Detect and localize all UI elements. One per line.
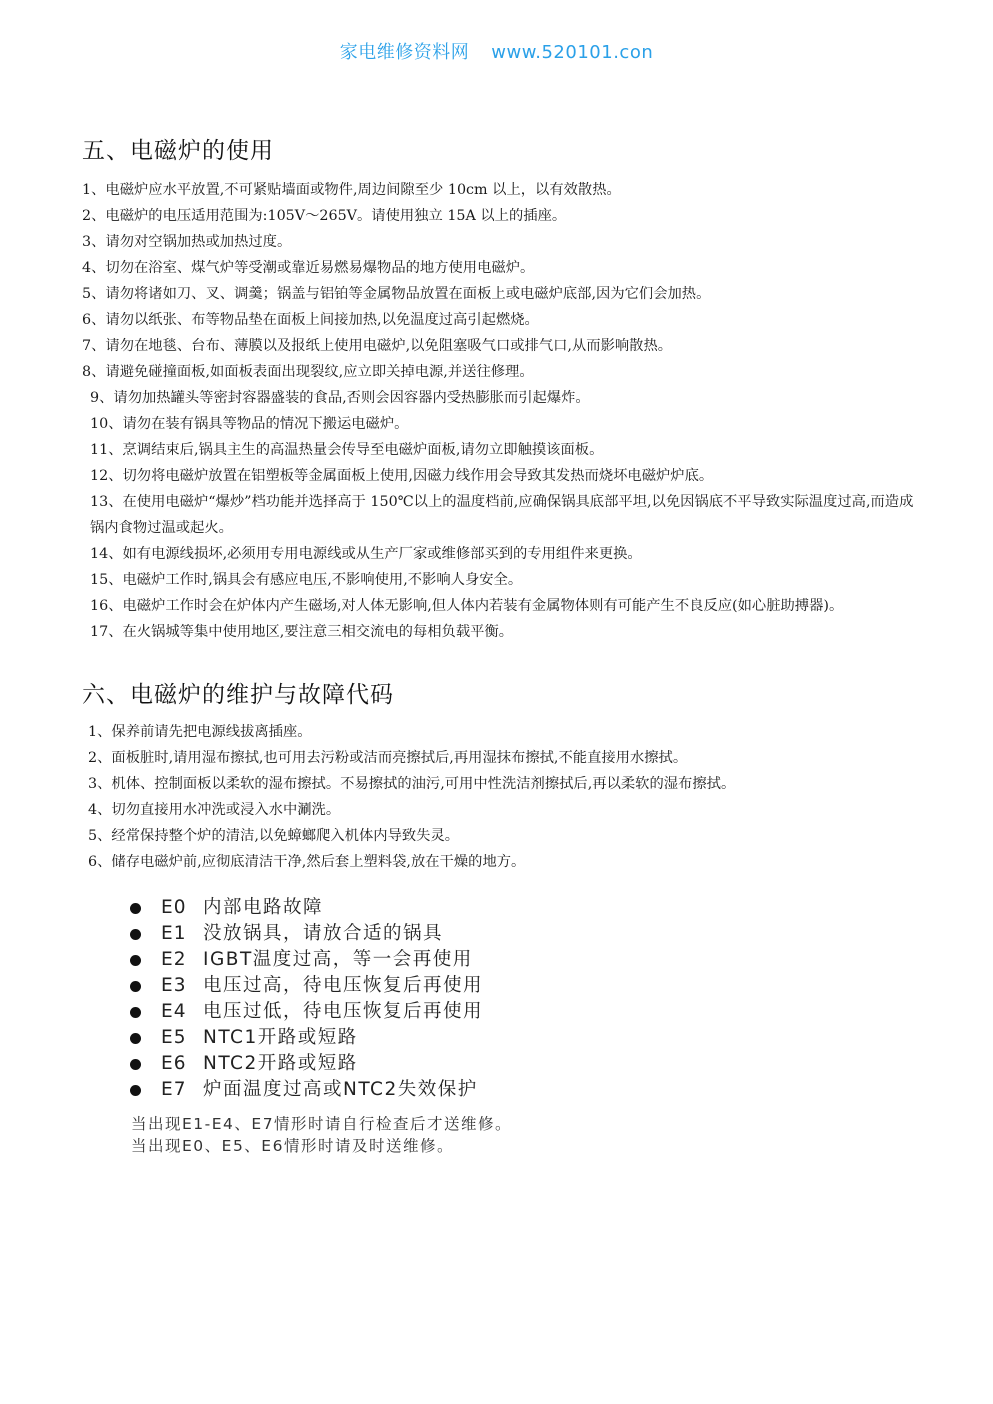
list-item: 2、面板脏时,请用湿布擦拭,也可用去污粉或洁而亮擦拭后,再用湿抹布擦拭,不能直接用水擦拭。 — [88, 750, 688, 766]
note-line: 当出现E0、E5、E6情形时请及时送维修。 — [131, 1137, 454, 1155]
list-item: 6、储存电磁炉前,应彻底清洁干净,然后套上塑料袋,放在干燥的地方。 — [88, 854, 526, 870]
error-desc: NTC2开路或短路 — [203, 1053, 358, 1074]
error-code: E5 — [161, 1027, 187, 1048]
error-code: E2 — [161, 949, 187, 970]
section-maintenance — [82, 676, 924, 875]
error-code-list — [128, 895, 483, 1103]
error-code-item — [128, 921, 483, 947]
section-maintenance-title: 六、电磁炉的维护与故障代码 — [82, 682, 394, 708]
error-desc: 没放锅具，请放合适的锅具 — [203, 923, 444, 944]
list-item: 4、切勿直接用水冲洗或浸入水中涮洗。 — [88, 802, 341, 818]
error-code: E3 — [161, 975, 187, 996]
list-item: 13、在使用电磁炉“爆炒”档功能并选择高于 150℃以上的温度档前,应确保锅具底部平坦,以免因锅底不平导致实际温度过高,而造成锅内食物过温或起火。 — [90, 494, 914, 536]
bullet-icon — [130, 981, 141, 992]
error-code: E0 — [161, 897, 187, 918]
error-code-item — [128, 1051, 483, 1077]
section-usage-title: 五、电磁炉的使用 — [82, 138, 274, 164]
list-item: 9、请勿加热罐头等密封容器盛装的食品,否则会因容器内受热膨胀而引起爆炸。 — [90, 390, 590, 406]
error-code: E6 — [161, 1053, 187, 1074]
bullet-icon — [130, 1059, 141, 1070]
list-item: 14、如有电源线损坏,必须用专用电源线或从生产厂家或维修部买到的专用组件来更换。 — [90, 546, 642, 562]
note-line: 当出现E1-E4、E7情形时请自行检查后才送维修。 — [131, 1115, 513, 1133]
error-desc: 电压过高，待电压恢复后再使用 — [203, 975, 484, 996]
list-item: 3、请勿对空锅加热或加热过度。 — [82, 234, 292, 250]
list-item: 16、电磁炉工作时会在炉体内产生磁场,对人体无影响,但人体内若装有金属物体则有可能产生不良反应(如心脏助搏器)。 — [90, 598, 844, 614]
error-desc: NTC1开路或短路 — [203, 1027, 358, 1048]
list-item: 10、请勿在装有锅具等物品的情况下搬运电磁炉。 — [90, 416, 409, 432]
site-watermark — [0, 38, 993, 64]
bullet-icon — [130, 955, 141, 966]
list-item: 7、请勿在地毯、台布、薄膜以及报纸上使用电磁炉,以免阻塞吸气口或排气口,从而影响散热。 — [82, 338, 673, 354]
list-item: 6、请勿以纸张、布等物品垫在面板上间接加热,以免温度过高引起燃烧。 — [82, 312, 539, 328]
bullet-icon — [130, 1007, 141, 1018]
section-usage — [82, 132, 924, 645]
error-desc: 炉面温度过高或NTC2失效保护 — [203, 1079, 478, 1100]
list-item: 15、电磁炉工作时,锅具会有感应电压,不影响使用,不影响人身安全。 — [90, 572, 523, 588]
error-code-item — [128, 895, 483, 921]
list-item: 1、保养前请先把电源线拔离插座。 — [88, 724, 312, 740]
list-item: 1、电磁炉应水平放置,不可紧贴墙面或物件,周边间隙至少 10cm 以上，以有效散热。 — [82, 182, 621, 198]
bullet-icon — [130, 903, 141, 914]
list-item: 17、在火锅城等集中使用地区,要注意三相交流电的每相负载平衡。 — [90, 624, 514, 640]
error-desc: 内部电路故障 — [203, 897, 324, 918]
site-url: www.520101.con — [491, 42, 654, 63]
error-notes — [131, 1113, 512, 1157]
list-item: 5、经常保持整个炉的清洁,以免蟑螂爬入机体内导致失灵。 — [88, 828, 460, 844]
error-code-item — [128, 1025, 483, 1051]
error-desc: IGBT温度过高，等一会再使用 — [203, 949, 473, 970]
error-code-item — [128, 999, 483, 1025]
error-code: E4 — [161, 1001, 187, 1022]
bullet-icon — [130, 929, 141, 940]
list-item: 3、机体、控制面板以柔软的湿布擦拭。不易擦拭的油污,可用中性洗洁剂擦拭后,再以柔软的湿布擦拭。 — [88, 776, 736, 792]
site-name: 家电维修资料网 — [339, 42, 470, 63]
error-code-item — [128, 973, 483, 999]
list-item: 4、切勿在浴室、煤气炉等受潮或靠近易燃易爆物品的地方使用电磁炉。 — [82, 260, 535, 276]
list-item: 5、请勿将诸如刀、叉、调羹；锅盖与铝铂等金属物品放置在面板上或电磁炉底部,因为它们会加热。 — [82, 286, 711, 302]
maintenance-list — [82, 719, 924, 875]
bullet-icon — [130, 1085, 141, 1096]
list-item: 11、烹调结束后,锅具主生的高温热量会传导至电磁炉面板,请勿立即触摸该面板。 — [90, 442, 604, 458]
list-item: 12、切勿将电磁炉放置在铝塑板等金属面板上使用,因磁力线作用会导致其发热而烧坏电磁炉炉底。 — [90, 468, 714, 484]
usage-list — [82, 177, 924, 645]
list-item: 8、请避免碰撞面板,如面板表面出现裂纹,应立即关掉电源,并送往修理。 — [82, 364, 534, 380]
error-desc: 电压过低，待电压恢复后再使用 — [203, 1001, 484, 1022]
list-item: 2、电磁炉的电压适用范围为:105V～265V。请使用独立 15A 以上的插座。 — [82, 208, 567, 224]
error-code-item — [128, 1077, 483, 1103]
bullet-icon — [130, 1033, 141, 1044]
error-code: E1 — [161, 923, 187, 944]
error-code-item — [128, 947, 483, 973]
error-code: E7 — [161, 1079, 187, 1100]
